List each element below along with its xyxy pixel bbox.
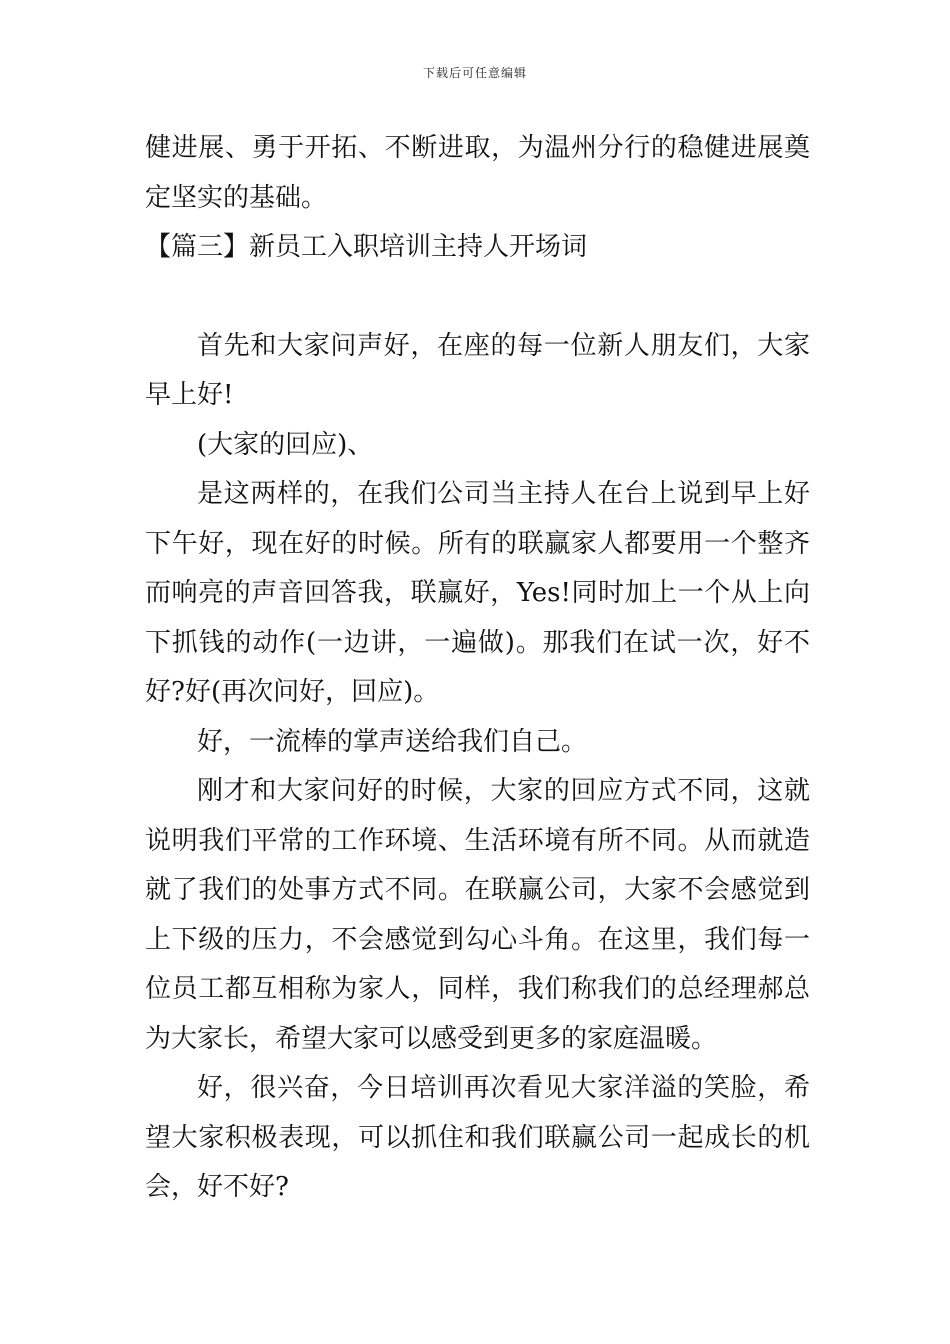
paragraph-1: 首先和大家问声好，在座的每一位新人朋友们，大家早上好! [145,330,810,410]
paragraph-6: 好，很兴奋，今日培训再次看见大家洋溢的笑脸，希望大家积极表现，可以抓住和我们联赢公司一起成长的机会，好不好? [145,1073,810,1202]
section-title: 【篇三】新员工入职培训主持人开场词 [145,232,588,262]
document-body [145,124,810,1213]
paragraph-3: 是这两样的，在我们公司当主持人在台上说到早上好下午好，现在好的时候。所有的联赢家人都要用一个整齐而响亮的声音回答我，联赢好，Yes!同时加上一个从上向下抓钱的动作(一边讲，一遍做)。那我们在试一次，好不好?好(再次问好，回应)。 [145,479,810,707]
paragraph-5: 刚才和大家问好的时候，大家的回应方式不同，这就说明我们平常的工作环境、生活环境有所不同。从而就造就了我们的处事方式不同。在联赢公司，大家不会感觉到上下级的压力，不会感觉到勾心斗角。在这里，我们每一位员工都互相称为家人，同样，我们称我们的总经理郝总为大家长，希望大家可以感受到更多的家庭温暖。 [145,776,810,1054]
paragraph-2: (大家的回应)、 [197,429,374,460]
intro-paragraph: 健进展、勇于开拓、不断进取，为温州分行的稳健进展奠定坚实的基础。 [145,133,810,213]
page-header: 下载后可任意编辑 [422,66,527,80]
paragraph-4: 好，一流棒的掌声送给我们自己。 [197,726,588,757]
